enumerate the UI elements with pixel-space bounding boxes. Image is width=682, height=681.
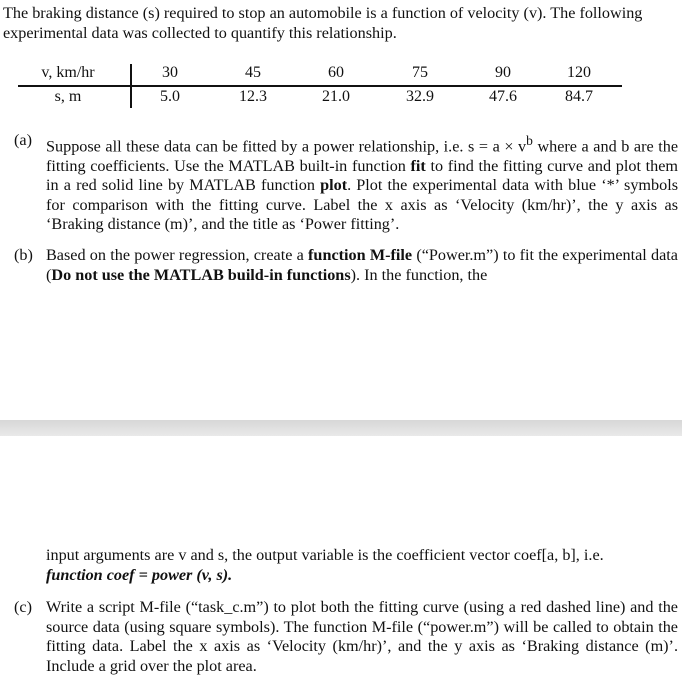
part-b-text-1: Based on the power regression, create a bbox=[46, 246, 309, 264]
part-b-text-4: input arguments are v and s, the output variable is the coefficient vector coef[a, b], i.e. bbox=[46, 546, 604, 564]
row-label-velocity: v, km/hr bbox=[41, 64, 95, 81]
velocity-cell: 30 bbox=[162, 64, 178, 81]
part-a-text-2: where a and b are the fitting coefficients. Use the MATLAB built-in function bbox=[46, 137, 678, 175]
row-label-distance: s, m bbox=[54, 88, 82, 105]
part-a-text-1: Suppose all these data can be fitted by a power relationship, i.e. s = a × v bbox=[46, 137, 527, 156]
distance-cell: 5.0 bbox=[160, 88, 180, 105]
table-row-velocity bbox=[18, 64, 622, 85]
part-a-text-4: . Plot the experimental data with blue ‘*’ symbols for comparison with the fitting curve. Label the x axis as ‘Velocity (km/hr)’, the y axis as ‘Braking distance (m)’, and the title as ‘Power fitting’. bbox=[46, 176, 678, 234]
distance-cell: 12.3 bbox=[239, 88, 267, 105]
distance-cell: 84.7 bbox=[565, 88, 593, 105]
part-a-text-3: to find the fitting curve and plot them in a red solid line by MATLAB function bbox=[46, 156, 678, 195]
distance-cell: 32.9 bbox=[406, 88, 434, 105]
velocity-cell: 75 bbox=[412, 64, 428, 81]
part-c bbox=[14, 598, 678, 676]
part-a-marker: (a) bbox=[14, 131, 32, 149]
part-b-text-2: (“Power.m”) to fit the experimental data ( bbox=[46, 246, 678, 284]
velocity-cell: 90 bbox=[495, 64, 511, 81]
page-2 bbox=[0, 436, 682, 681]
part-b-text bbox=[46, 246, 678, 285]
keyword-no-builtins: Do not use the MATLAB build-in functions bbox=[51, 265, 351, 284]
part-b-marker: (b) bbox=[14, 246, 33, 264]
part-c-text: Write a script M-file (“task_c.m”) to plot both the fitting curve (using a red dashed line) and the source data (using square symbols). The function M-file (“power.m”) will be called to obtain the fitting data. Label the x axis as ‘Velocity (km/hr)’, and the y axis as ‘Braking distance (m)’. Include a grid over the plot area. bbox=[46, 598, 678, 675]
velocity-cell: 120 bbox=[567, 64, 591, 81]
keyword-function-mfile: function M-file bbox=[308, 246, 413, 264]
part-a-text bbox=[46, 131, 678, 235]
page-separator bbox=[0, 420, 682, 436]
keyword-plot: plot bbox=[320, 176, 348, 195]
table-row-distance bbox=[18, 88, 622, 109]
keyword-fit: fit bbox=[410, 156, 426, 175]
problem-intro: The braking distance (s) required to stop an automobile is a function of velocity (v). The following experimental data was collected to quantify this relationship. bbox=[3, 4, 643, 42]
distance-cell: 21.0 bbox=[322, 88, 350, 105]
distance-cell: 47.6 bbox=[489, 88, 517, 105]
part-c-marker: (c) bbox=[14, 598, 32, 616]
function-signature: function coef = power (v, s). bbox=[46, 565, 233, 584]
velocity-cell: 60 bbox=[328, 64, 344, 81]
part-a bbox=[14, 131, 678, 235]
data-table bbox=[18, 64, 622, 108]
exponent: b bbox=[526, 133, 533, 148]
part-b-continued-text bbox=[46, 546, 678, 585]
part-b-text-3: ). In the function, the bbox=[350, 265, 488, 284]
table-divider bbox=[18, 85, 622, 87]
part-b-continued bbox=[14, 546, 678, 585]
part-b bbox=[14, 246, 678, 285]
velocity-cell: 45 bbox=[245, 64, 261, 81]
